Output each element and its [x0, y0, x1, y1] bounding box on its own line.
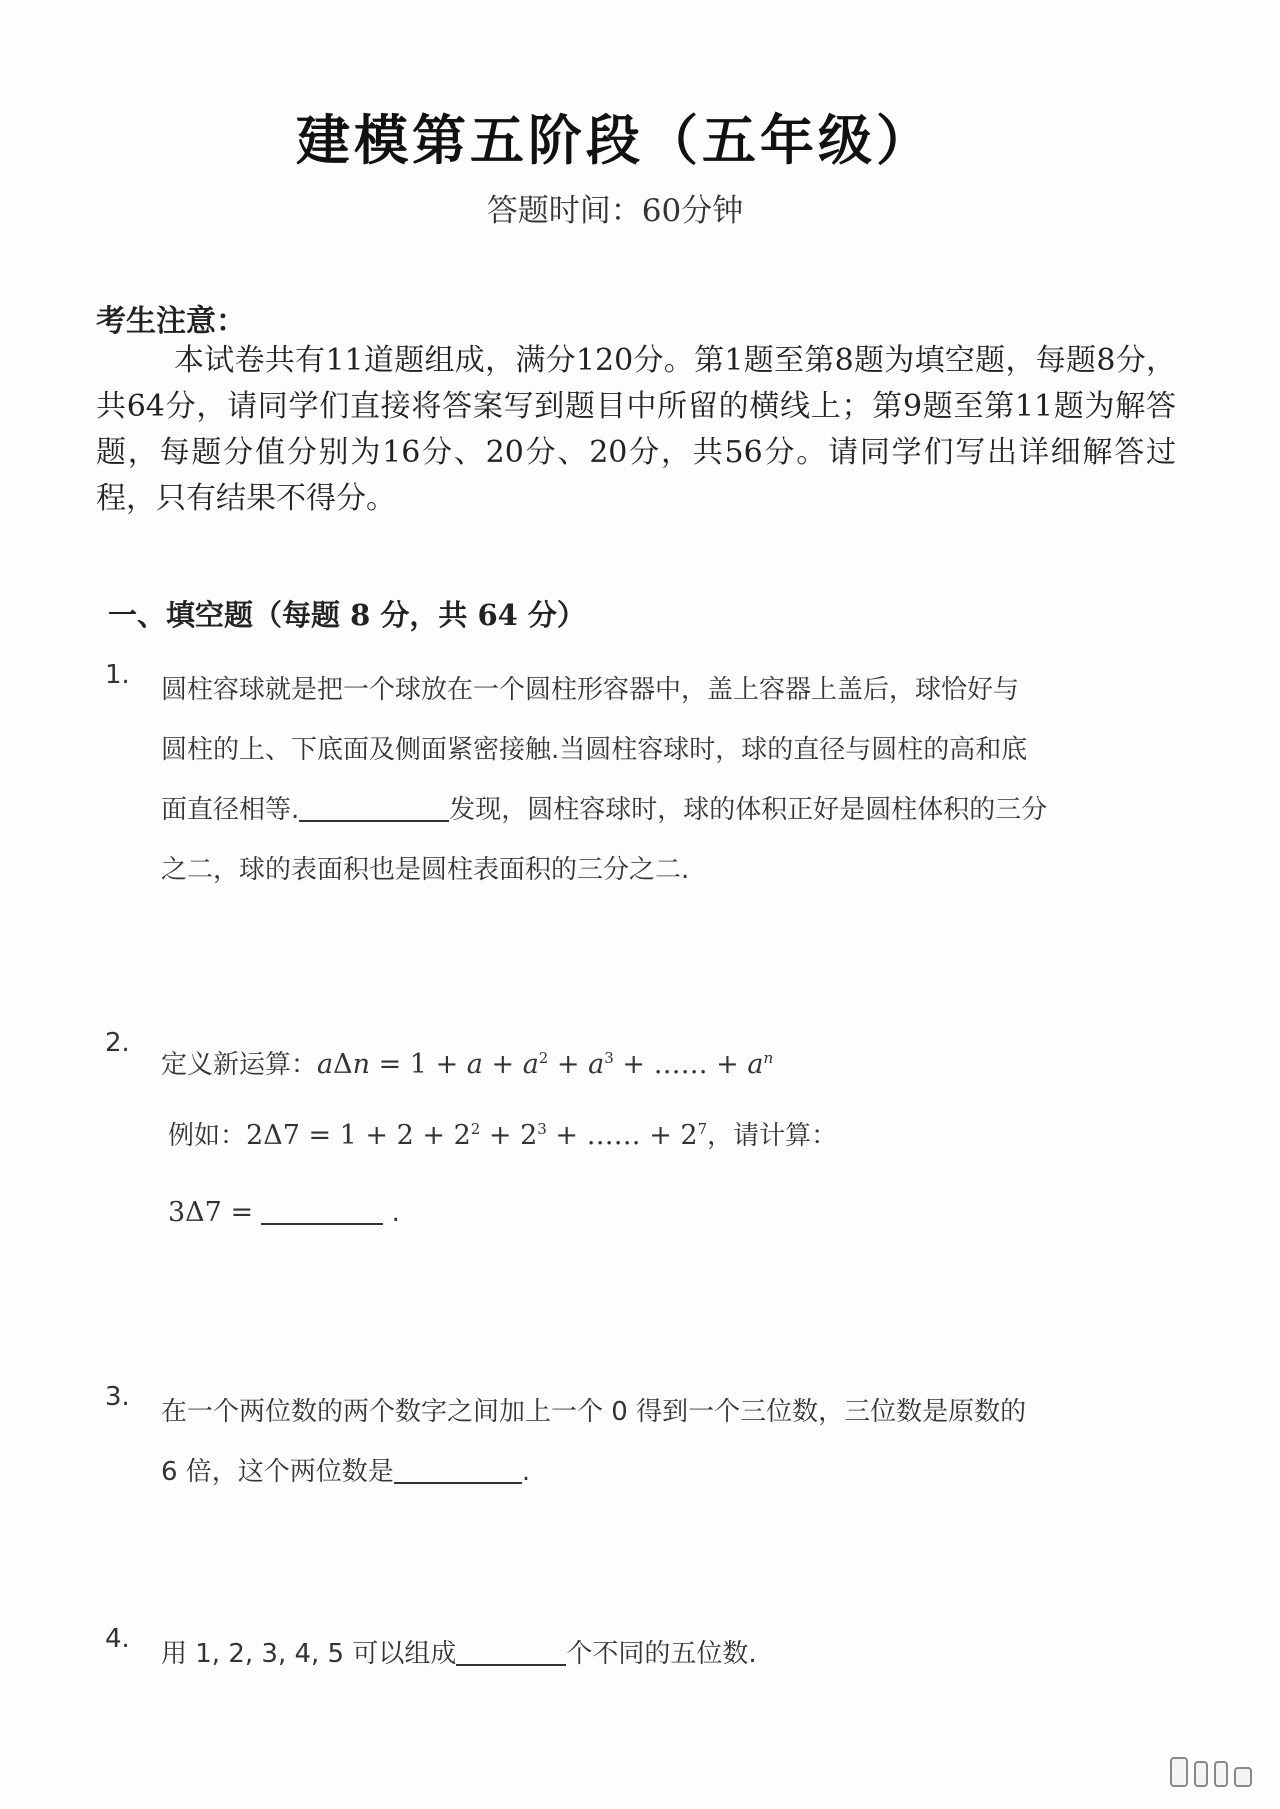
example-tail: ，请计算： [707, 1121, 838, 1151]
question-text: 发现，圆柱容球时，球的体积正好是圆柱体积的三分 [449, 795, 1048, 825]
question-1 [105, 660, 1180, 900]
question-text: 之二，球的表面积也是圆柱表面积的三分之二. [161, 855, 690, 885]
question-number: 1. [105, 660, 130, 690]
question-3 [105, 1382, 1180, 1502]
answer-blank[interactable] [456, 1636, 566, 1666]
question-text: 个不同的五位数. [566, 1639, 757, 1669]
scan-mark [1234, 1767, 1252, 1787]
scan-mark [1170, 1757, 1188, 1787]
question-text: 用 1, 2, 3, 4, 5 可以组成 [161, 1639, 457, 1669]
question-text: 6 倍，这个两位数是 [161, 1457, 394, 1487]
answer-lhs: 3Δ7 = [168, 1197, 254, 1228]
question-intro: 定义新运算： [161, 1050, 318, 1080]
question-text: 圆柱容球就是把一个球放在一个圆柱形容器中，盖上容器上盖后，球恰好与 [161, 675, 1020, 705]
operation-definition-formula: $a\Delta n = 1 + a + a^2 + a^3$ + …… + $a^n$ [317, 1049, 774, 1080]
answer-line: 3Δ7 = . [168, 1197, 400, 1228]
question-text-line [161, 1028, 1180, 1095]
question-number: 3. [105, 1382, 130, 1412]
scan-marks [1170, 1757, 1252, 1787]
question-text: 圆柱的上、下底面及侧面紧密接触.当圆柱容球时，球的直径与圆柱的高和底 [161, 735, 1028, 765]
scan-mark [1214, 1761, 1228, 1787]
exam-duration: 答题时间：60分钟 [486, 193, 744, 229]
question-number: 4. [105, 1624, 130, 1654]
page-title: 建模第五阶段（五年级） [296, 108, 934, 172]
answer-blank[interactable] [261, 1195, 383, 1225]
question-4 [105, 1624, 1180, 1684]
question-text-line [161, 1442, 1180, 1502]
answer-blank[interactable] [394, 1454, 522, 1484]
example-formula: $2\Delta 7 = 1 + 2 + 2^2 + 2^3$ + …… + $2^7$ [246, 1120, 708, 1151]
notice-label: 考生注意： [96, 304, 246, 339]
question-text: 面直径相等. [161, 795, 300, 825]
question-2 [105, 1028, 1180, 1095]
notice-body: 本试卷共有11道题组成，满分120分。第1题至第8题为填空题，每题8分，共64分，请同学们直接将答案写到题目中所留的横线上；第9题至第11题为解答题，每题分值分别为16分、20分、20分，共56分。请同学们写出详细解答过程，只有结果不得分。 [96, 343, 1176, 516]
question-text: . [521, 1457, 531, 1487]
example-label: 例如： [168, 1121, 247, 1151]
question-text: 在一个两位数的两个数字之间加上一个 0 得到一个三位数，三位数是原数的 [161, 1397, 1027, 1427]
question-text-line [161, 780, 1180, 840]
question-text-line [161, 1624, 1180, 1684]
answer-blank[interactable] [299, 792, 449, 822]
question-number: 2. [105, 1028, 130, 1058]
section-heading-fill-in: 一、填空题（每题 8 分，共 64 分） [108, 598, 586, 632]
example-line [168, 1115, 837, 1152]
scan-mark [1194, 1761, 1208, 1787]
